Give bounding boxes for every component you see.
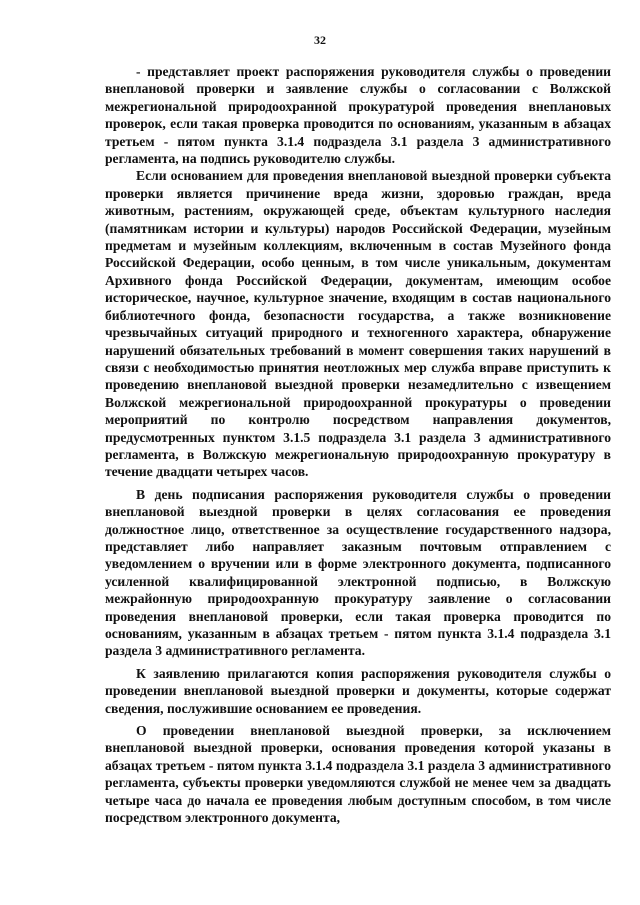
body-text bbox=[105, 63, 611, 826]
paragraph: - представляет проект распоряжения руководителя службы о проведении внеплановой проверки и заявление службы о согласовании с Волжской межрегиональной природоохранной прокуратурой проведения внеплановых проверок, если такая проверка проводится по основаниям, указанным в абзацах третьем - пятом пункта 3.1.4 подраздела 3.1 раздела 3 административного регламента, на подпись руководителю службы. bbox=[105, 64, 611, 167]
paragraph: О проведении внеплановой выездной проверки, за исключением внеплановой выездной проверки, основания проведения которой указаны в абзацах третьем - пятом пункта 3.1.4 подраздела 3.1 раздела 3 административного регламента, субъекты проверки уведомляются службой не менее чем за двадцать четыре часа до начала ее проведения любым доступным способом, в том числе посредством электронного документа, bbox=[105, 723, 611, 826]
paragraph: Если основанием для проведения внеплановой выездной проверки субъекта проверки является причинение вреда жизни, здоровью граждан, вреда животным, растениям, окружающей среде, объектам культурного наследия (памятникам истории и культуры) народов Российской Федерации, музейным предметам и музейным коллекциям, включенным в состав Музейного фонда Российской Федерации, особо ценным, в том числе уникальным, документам Архивного фонда Российской Федерации, документам, имеющим особое историческое, научное, культурное значение, входящим в состав национального библиотечного фонда, безопасности государства, а также возникновение чрезвычайных ситуаций природного и техногенного характера, обнаружение нарушений обязательных требований в момент совершения таких нарушений в связи с необходимостью принятия неотложных мер служба вправе приступить к проведению внеплановой выездной проверки незамедлительно с извещением Волжской межрегиональной природоохранной прокуратуры о проведении мероприятий по контролю посредством направления документов, предусмотренных пунктом 3.1.5 подраздела 3.1 раздела 3 административного регламента, в Волжскую межрегиональную природоохранную прокуратуру в течение двадцати четырех часов. bbox=[105, 168, 611, 480]
page-number: 32 bbox=[314, 33, 326, 47]
paragraph: В день подписания распоряжения руководителя службы о проведении внеплановой выездной проверки в целях согласования ее проведения должностное лицо, ответственное за осуществление государственного надзора, представляет либо направляет заказным почтовым отправлением с уведомлением о вручении или в форме электронного документа, подписанного усиленной квалифицированной электронной подписью, в Волжскую межрайонную природоохранную прокуратуру заявление о согласовании проведения внеплановой проверки, если такая проверка проводится по основаниям, указанным в абзацах третьем - пятом пункта 3.1.4 подраздела 3.1 раздела 3 административного регламента. bbox=[105, 486, 611, 659]
paragraph: К заявлению прилагаются копия распоряжения руководителя службы о проведении внеплановой выездной проверки и документы, которые содержат сведения, послужившие основанием ее проведения. bbox=[105, 665, 611, 716]
